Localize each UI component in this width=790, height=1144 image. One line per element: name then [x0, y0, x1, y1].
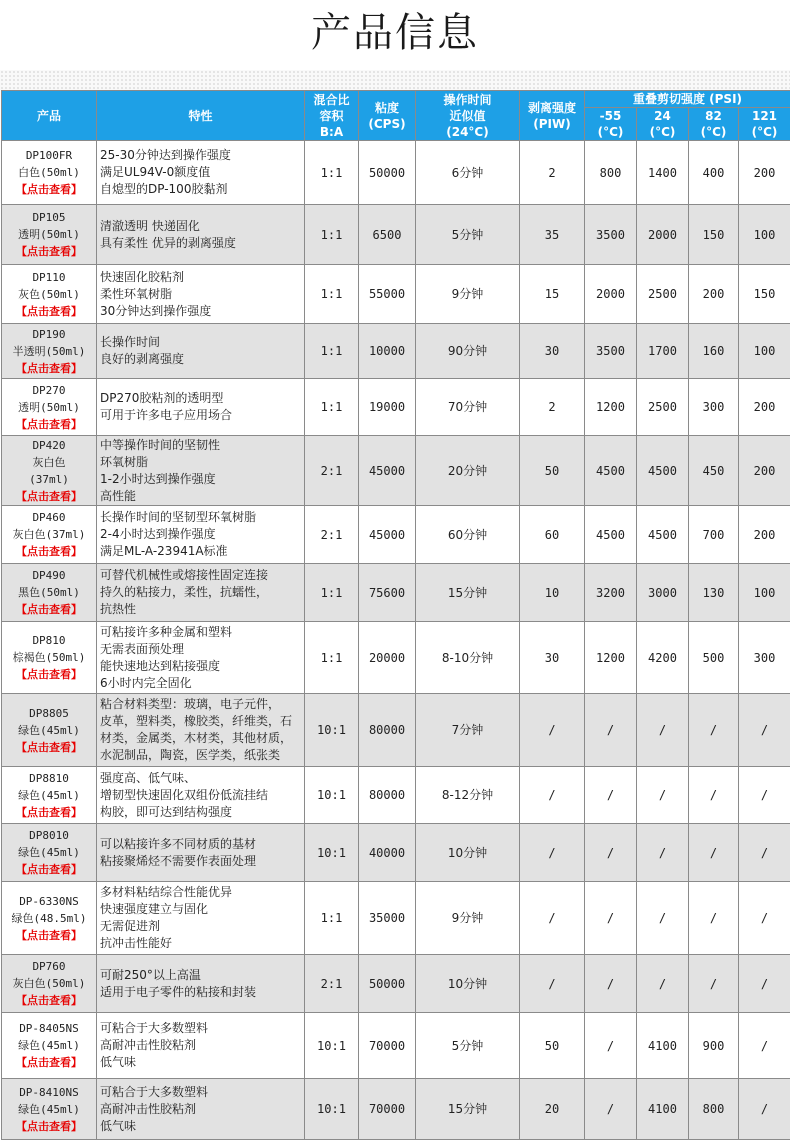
- worklife-cell: 9分钟: [416, 265, 520, 324]
- shear-strength-cell: 100: [739, 205, 790, 265]
- table-row: [2, 622, 790, 694]
- feature-line: DP270胶粘剂的透明型: [100, 391, 224, 405]
- feature-line: 清澈透明 快递固化: [100, 218, 200, 233]
- feature-line: 1-2小时达到操作强度: [100, 471, 216, 486]
- header-viscosity: 粘度 (CPS): [359, 91, 416, 141]
- product-name: DP110: [32, 270, 66, 284]
- features-cell: [97, 882, 305, 955]
- shear-strength-cell: 100: [739, 564, 790, 622]
- table-row: [2, 324, 790, 379]
- peel-strength-cell: 15: [520, 265, 585, 324]
- mix-ratio-cell: 2:1: [305, 955, 359, 1013]
- feature-line: 能快速地达到粘接强度: [100, 658, 221, 673]
- peel-strength-cell: 10: [520, 564, 585, 622]
- feature-line: 无需表面预处理: [100, 641, 185, 656]
- product-name: 白色(50ml): [18, 166, 80, 179]
- shear-strength-cell: 4500: [637, 506, 689, 564]
- viscosity-cell: 10000: [359, 324, 416, 379]
- feature-line: 构胶，即可达到结构强度: [100, 804, 233, 819]
- features-cell: [97, 379, 305, 436]
- mix-ratio-cell: 1:1: [305, 205, 359, 265]
- shear-strength-cell: 4500: [585, 436, 637, 506]
- feature-line: 高耐冲击性胶粘剂: [100, 1038, 197, 1052]
- table-row: [2, 379, 790, 436]
- product-name: 绿色(48.5ml): [11, 911, 87, 925]
- header-temp: 121 (°C): [739, 108, 790, 141]
- viscosity-cell: 75600: [359, 564, 416, 622]
- feature-line: 高性能: [100, 488, 137, 503]
- table-row: [2, 141, 790, 205]
- feature-line: 高耐冲击性胶粘剂: [100, 1101, 197, 1116]
- table-row: [2, 564, 790, 622]
- viscosity-cell: 35000: [359, 882, 416, 955]
- features-cell: [97, 436, 305, 506]
- shear-strength-cell: 130: [689, 564, 739, 622]
- peel-strength-cell: 30: [520, 324, 585, 379]
- viscosity-cell: 20000: [359, 622, 416, 694]
- mix-ratio-cell: 10:1: [305, 1013, 359, 1079]
- mix-ratio-cell: 1:1: [305, 564, 359, 622]
- shear-strength-cell: /: [637, 955, 689, 1013]
- product-name: DP8805: [29, 706, 69, 720]
- shear-strength-cell: /: [585, 824, 637, 882]
- shear-strength-cell: 200: [739, 506, 790, 564]
- product-name: 绿色(45ml): [18, 846, 80, 859]
- header-peel: 剥离强度 (PIW): [520, 91, 585, 141]
- features-cell: [97, 205, 305, 265]
- shear-strength-cell: /: [739, 767, 790, 824]
- view-details-link[interactable]: 【点击查看】: [16, 740, 82, 754]
- peel-strength-cell: 60: [520, 506, 585, 564]
- shear-strength-cell: 200: [739, 141, 790, 205]
- product-cell: [2, 824, 97, 882]
- feature-line: 增韧型快速固化双组份低流挂结: [100, 787, 269, 802]
- peel-strength-cell: /: [520, 767, 585, 824]
- product-name: 灰白色(50ml): [12, 977, 86, 990]
- shear-strength-cell: /: [689, 694, 739, 767]
- features-cell: [97, 1013, 305, 1079]
- feature-line: 2-4小时达到操作强度: [100, 527, 216, 541]
- feature-line: 可粘接许多种金属和塑料: [100, 624, 233, 639]
- shear-strength-cell: /: [689, 824, 739, 882]
- table-row: [2, 824, 790, 882]
- feature-line: 可替代机械性或熔接性固定连接: [100, 568, 269, 582]
- worklife-cell: 20分钟: [416, 436, 520, 506]
- shear-strength-cell: /: [739, 1013, 790, 1079]
- feature-line: 满足ML-A-23941A标准: [100, 544, 228, 558]
- worklife-cell: 70分钟: [416, 379, 520, 436]
- mix-ratio-cell: 1:1: [305, 622, 359, 694]
- header-features: 特性: [97, 91, 305, 141]
- features-cell: [97, 141, 305, 205]
- view-details-link[interactable]: 【点击查看】: [16, 1056, 82, 1069]
- table-row: [2, 436, 790, 506]
- product-cell: [2, 694, 97, 767]
- view-details-link[interactable]: 【点击查看】: [16, 545, 82, 558]
- product-cell: [2, 622, 97, 694]
- table-row: [2, 265, 790, 324]
- feature-line: 快速固化胶粘剂: [100, 269, 185, 284]
- shear-strength-cell: 200: [739, 436, 790, 506]
- shear-strength-cell: 800: [689, 1079, 739, 1140]
- shear-strength-cell: 160: [689, 324, 739, 379]
- features-cell: [97, 265, 305, 324]
- view-details-link[interactable]: 【点击查看】: [16, 183, 82, 196]
- view-details-link[interactable]: 【点击查看】: [16, 805, 82, 819]
- feature-line: 满足UL94V-0额度值: [100, 165, 211, 179]
- product-name: 灰色(50ml): [18, 287, 80, 301]
- shear-strength-cell: /: [585, 694, 637, 767]
- table-body: [2, 141, 790, 1140]
- product-name: 灰白色(37ml): [12, 528, 86, 541]
- viscosity-cell: 50000: [359, 955, 416, 1013]
- product-name: 绿色(45ml): [18, 723, 80, 737]
- shear-strength-cell: /: [739, 1079, 790, 1140]
- peel-strength-cell: /: [520, 824, 585, 882]
- header-temp: 24 (°C): [637, 108, 689, 141]
- product-name: 棕褐色(50ml): [12, 651, 86, 664]
- feature-line: 可粘合于大多数塑料: [100, 1084, 209, 1099]
- shear-strength-cell: 4500: [637, 436, 689, 506]
- peel-strength-cell: 50: [520, 1013, 585, 1079]
- product-name: 灰白色: [32, 455, 66, 469]
- product-cell: [2, 564, 97, 622]
- feature-line: 30分钟达到操作强度: [100, 303, 212, 318]
- feature-line: 低气味: [100, 1118, 137, 1133]
- peel-strength-cell: 20: [520, 1079, 585, 1140]
- shear-strength-cell: /: [585, 767, 637, 824]
- header-temp: -55 (°C): [585, 108, 637, 141]
- product-cell: [2, 1013, 97, 1079]
- shear-strength-cell: 400: [689, 141, 739, 205]
- view-details-link[interactable]: 【点击查看】: [16, 304, 82, 318]
- features-cell: [97, 767, 305, 824]
- product-name: DP-6330NS: [19, 894, 79, 908]
- viscosity-cell: 45000: [359, 506, 416, 564]
- shear-strength-cell: 4100: [637, 1079, 689, 1140]
- shear-strength-cell: 700: [689, 506, 739, 564]
- shear-strength-cell: 150: [689, 205, 739, 265]
- feature-line: 无需促进剂: [100, 919, 161, 933]
- view-details-link[interactable]: 【点击查看】: [16, 863, 82, 876]
- worklife-cell: 6分钟: [416, 141, 520, 205]
- feature-line: 良好的剥离强度: [100, 352, 185, 366]
- worklife-cell: 5分钟: [416, 1013, 520, 1079]
- feature-line: 可耐250°以上高温: [100, 967, 201, 982]
- product-name: 半透明(50ml): [12, 344, 86, 358]
- worklife-cell: 10分钟: [416, 955, 520, 1013]
- feature-line: 材类，金属类，木材类，其他材质，: [100, 731, 293, 745]
- shear-strength-cell: 4200: [637, 622, 689, 694]
- feature-line: 自熄型的DP-100胶黏剂: [100, 182, 228, 196]
- mix-ratio-cell: 1:1: [305, 324, 359, 379]
- product-table: [1, 90, 790, 1140]
- product-cell: [2, 205, 97, 265]
- header-mix: 混合比 容积 B:A: [305, 91, 359, 141]
- shear-strength-cell: 150: [739, 265, 790, 324]
- table-row: [2, 767, 790, 824]
- shear-strength-cell: /: [689, 955, 739, 1013]
- view-details-link[interactable]: 【点击查看】: [16, 245, 82, 258]
- shear-strength-cell: /: [637, 882, 689, 955]
- mix-ratio-cell: 10:1: [305, 1079, 359, 1140]
- mix-ratio-cell: 10:1: [305, 694, 359, 767]
- feature-line: 水泥制品，陶瓷，医学类，纸张类: [100, 748, 281, 762]
- shear-strength-cell: /: [739, 694, 790, 767]
- product-cell: [2, 1079, 97, 1140]
- shear-strength-cell: /: [585, 955, 637, 1013]
- shear-strength-cell: 3000: [637, 564, 689, 622]
- peel-strength-cell: 35: [520, 205, 585, 265]
- product-cell: [2, 767, 97, 824]
- shear-strength-cell: 200: [739, 379, 790, 436]
- viscosity-cell: 50000: [359, 141, 416, 205]
- features-cell: [97, 694, 305, 767]
- features-cell: [97, 824, 305, 882]
- worklife-cell: 15分钟: [416, 564, 520, 622]
- viscosity-cell: 19000: [359, 379, 416, 436]
- shear-strength-cell: /: [585, 1079, 637, 1140]
- product-cell: [2, 882, 97, 955]
- feature-line: 柔性环氧树脂: [100, 286, 173, 301]
- worklife-cell: 9分钟: [416, 882, 520, 955]
- header-worklife: 操作时间 近似值 (24°C): [416, 91, 520, 141]
- shear-strength-cell: 2500: [637, 265, 689, 324]
- product-cell: [2, 265, 97, 324]
- features-cell: [97, 955, 305, 1013]
- shear-strength-cell: 2500: [637, 379, 689, 436]
- product-name: 绿色(45ml): [18, 1102, 80, 1116]
- shear-strength-cell: 1200: [585, 379, 637, 436]
- product-cell: [2, 955, 97, 1013]
- worklife-cell: 60分钟: [416, 506, 520, 564]
- product-name: DP270: [32, 383, 66, 397]
- product-name: DP420: [32, 438, 66, 452]
- shear-strength-cell: 3500: [585, 324, 637, 379]
- feature-line: 强度高、低气味、: [100, 770, 197, 785]
- header-shear-group: 重叠剪切强度 (PSI): [585, 91, 790, 108]
- view-details-link[interactable]: 【点击查看】: [16, 994, 82, 1007]
- feature-line: 长操作时间的坚韧型环氧树脂: [100, 510, 257, 524]
- shear-strength-cell: /: [637, 824, 689, 882]
- product-name: 透明(50ml): [18, 228, 80, 241]
- mix-ratio-cell: 1:1: [305, 265, 359, 324]
- shear-strength-cell: 1700: [637, 324, 689, 379]
- worklife-cell: 8-10分钟: [416, 622, 520, 694]
- feature-line: 可用于许多电子应用场合: [100, 408, 233, 422]
- mix-ratio-cell: 2:1: [305, 506, 359, 564]
- shear-strength-cell: 1400: [637, 141, 689, 205]
- product-cell: [2, 324, 97, 379]
- shear-strength-cell: /: [689, 767, 739, 824]
- peel-strength-cell: 2: [520, 379, 585, 436]
- mix-ratio-cell: 10:1: [305, 767, 359, 824]
- viscosity-cell: 70000: [359, 1079, 416, 1140]
- peel-strength-cell: 2: [520, 141, 585, 205]
- view-details-link[interactable]: 【点击查看】: [16, 361, 82, 375]
- worklife-cell: 7分钟: [416, 694, 520, 767]
- shear-strength-cell: 100: [739, 324, 790, 379]
- viscosity-cell: 80000: [359, 767, 416, 824]
- shear-strength-cell: 3500: [585, 205, 637, 265]
- header-temp: 82 (°C): [689, 108, 739, 141]
- mix-ratio-cell: 1:1: [305, 379, 359, 436]
- product-name: 黑色(50ml): [18, 586, 80, 599]
- shear-strength-cell: 3200: [585, 564, 637, 622]
- shear-strength-cell: 450: [689, 436, 739, 506]
- product-name: DP-8410NS: [19, 1085, 79, 1099]
- product-name: DP8810: [29, 771, 69, 785]
- feature-line: 粘接聚烯烃不需要作表面处理: [100, 853, 257, 868]
- shear-strength-cell: /: [739, 955, 790, 1013]
- mix-ratio-cell: 10:1: [305, 824, 359, 882]
- product-cell: [2, 436, 97, 506]
- shear-strength-cell: 1200: [585, 622, 637, 694]
- feature-line: 长操作时间: [100, 335, 161, 349]
- product-name: DP190: [32, 327, 66, 341]
- shear-strength-cell: 800: [585, 141, 637, 205]
- shear-strength-cell: 300: [739, 622, 790, 694]
- peel-strength-cell: 30: [520, 622, 585, 694]
- divider-band: [0, 70, 790, 90]
- product-name: DP8010: [29, 829, 69, 842]
- shear-strength-cell: 300: [689, 379, 739, 436]
- product-name: DP810: [32, 634, 66, 647]
- table-row: [2, 955, 790, 1013]
- product-cell: [2, 506, 97, 564]
- feature-line: 中等操作时间的坚韧性: [100, 437, 221, 452]
- mix-ratio-cell: 1:1: [305, 882, 359, 955]
- shear-strength-cell: /: [637, 767, 689, 824]
- feature-line: 适用于电子零件的粘接和封装: [100, 984, 257, 999]
- features-cell: [97, 622, 305, 694]
- table-row: [2, 506, 790, 564]
- product-name: DP760: [32, 960, 66, 973]
- peel-strength-cell: /: [520, 694, 585, 767]
- feature-line: 抗冲击性能好: [100, 936, 173, 950]
- product-cell: [2, 379, 97, 436]
- product-name: DP-8405NS: [19, 1022, 79, 1035]
- feature-line: 6小时内完全固化: [100, 675, 192, 690]
- shear-strength-cell: 200: [689, 265, 739, 324]
- features-cell: [97, 506, 305, 564]
- shear-strength-cell: /: [739, 824, 790, 882]
- shear-strength-cell: 2000: [637, 205, 689, 265]
- viscosity-cell: 80000: [359, 694, 416, 767]
- shear-strength-cell: 4100: [637, 1013, 689, 1079]
- peel-strength-cell: /: [520, 955, 585, 1013]
- view-details-link[interactable]: 【点击查看】: [16, 928, 82, 942]
- page-title: 产品信息: [311, 10, 479, 56]
- worklife-cell: 15分钟: [416, 1079, 520, 1140]
- feature-line: 具有柔性 优异的剥离强度: [100, 235, 236, 250]
- viscosity-cell: 70000: [359, 1013, 416, 1079]
- shear-strength-cell: 4500: [585, 506, 637, 564]
- feature-line: 持久的粘接力，柔性，抗蠕性，: [100, 585, 269, 599]
- feature-line: 快速强度建立与固化: [100, 902, 209, 916]
- feature-line: 环氧树脂: [100, 454, 149, 469]
- shear-strength-cell: /: [689, 882, 739, 955]
- peel-strength-cell: /: [520, 882, 585, 955]
- product-name: DP460: [32, 511, 66, 524]
- product-name: (37ml): [29, 472, 69, 486]
- table-row: [2, 882, 790, 955]
- worklife-cell: 5分钟: [416, 205, 520, 265]
- worklife-cell: 90分钟: [416, 324, 520, 379]
- worklife-cell: 8-12分钟: [416, 767, 520, 824]
- table-row: [2, 1013, 790, 1079]
- shear-strength-cell: 900: [689, 1013, 739, 1079]
- feature-line: 25-30分钟达到操作强度: [100, 148, 231, 162]
- viscosity-cell: 45000: [359, 436, 416, 506]
- product-name: 透明(50ml): [18, 400, 80, 414]
- feature-line: 多材料粘结综合性能优异: [100, 885, 233, 899]
- product-name: 绿色(45ml): [18, 788, 80, 802]
- viscosity-cell: 6500: [359, 205, 416, 265]
- header-product: 产品: [2, 91, 97, 141]
- table-header: [2, 91, 790, 141]
- product-cell: [2, 141, 97, 205]
- viscosity-cell: 55000: [359, 265, 416, 324]
- view-details-link[interactable]: 【点击查看】: [16, 489, 82, 503]
- table-row: [2, 1079, 790, 1140]
- view-details-link[interactable]: 【点击查看】: [16, 603, 82, 616]
- features-cell: [97, 564, 305, 622]
- view-details-link[interactable]: 【点击查看】: [16, 668, 82, 681]
- features-cell: [97, 1079, 305, 1140]
- product-name: DP490: [32, 569, 66, 582]
- product-name: DP105: [32, 211, 66, 224]
- shear-strength-cell: /: [585, 882, 637, 955]
- shear-strength-cell: 2000: [585, 265, 637, 324]
- shear-strength-cell: /: [585, 1013, 637, 1079]
- feature-line: 可粘合于大多数塑料: [100, 1021, 209, 1035]
- mix-ratio-cell: 1:1: [305, 141, 359, 205]
- view-details-link[interactable]: 【点击查看】: [16, 417, 82, 431]
- product-name: DP100FR: [25, 149, 73, 162]
- viscosity-cell: 40000: [359, 824, 416, 882]
- table-row: [2, 205, 790, 265]
- shear-strength-cell: /: [739, 882, 790, 955]
- shear-strength-cell: /: [637, 694, 689, 767]
- feature-line: 粘合材料类型：玻璃，电子元件，: [100, 697, 281, 711]
- worklife-cell: 10分钟: [416, 824, 520, 882]
- feature-line: 可以粘接许多不同材质的基材: [100, 836, 257, 851]
- mix-ratio-cell: 2:1: [305, 436, 359, 506]
- features-cell: [97, 324, 305, 379]
- shear-strength-cell: 500: [689, 622, 739, 694]
- table-row: [2, 694, 790, 767]
- product-name: 绿色(45ml): [18, 1039, 80, 1052]
- feature-line: 皮革，塑料类，橡胶类，纤维类，石: [100, 714, 293, 728]
- feature-line: 低气味: [100, 1055, 137, 1069]
- peel-strength-cell: 50: [520, 436, 585, 506]
- feature-line: 抗热性: [100, 602, 137, 616]
- view-details-link[interactable]: 【点击查看】: [16, 1119, 82, 1133]
